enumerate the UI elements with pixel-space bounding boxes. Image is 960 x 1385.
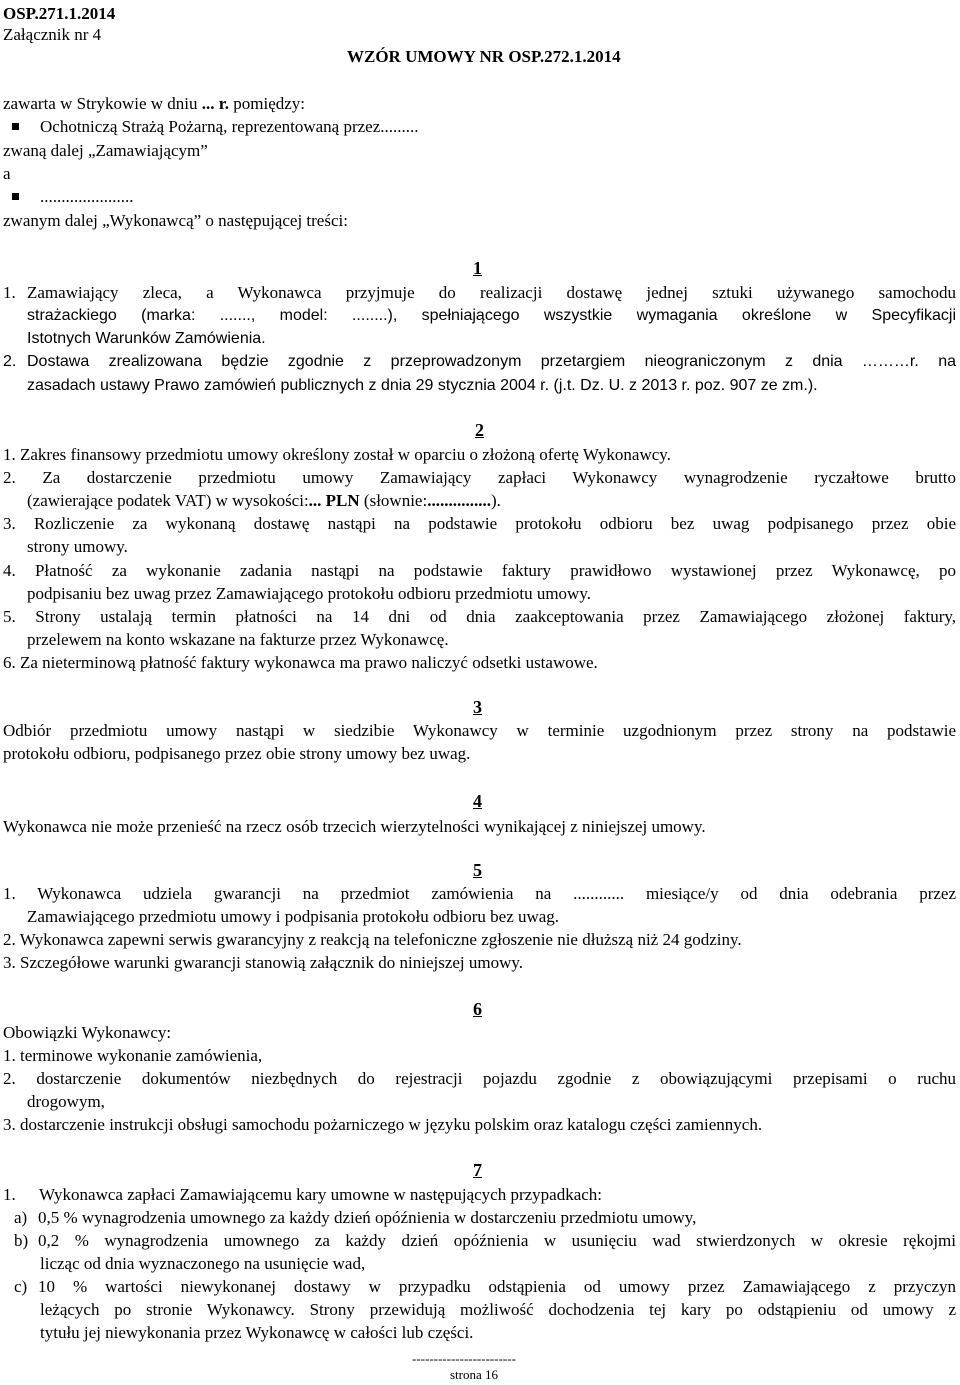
section-2-heading: 2 — [475, 420, 484, 440]
s2-item-1: 1. Zakres finansowy przedmiotu umowy określony został w oparciu o złożoną ofertę Wykonawcy. — [3, 445, 671, 464]
bullet-icon — [12, 193, 19, 200]
s7-item-1: 1. Wykonawca zapłaci Zamawiającemu kary umowne w następujących przypadkach: — [3, 1185, 603, 1204]
s6-item-1: 1. terminowe wykonanie zamówienia, — [3, 1046, 263, 1065]
s2-item-2-line-2: (zawierające podatek VAT) w wysokości:... PLN (słownie:...............). — [27, 491, 501, 510]
s4-line-1: Wykonawca nie może przenieść na rzecz osób trzecich wierzytelności wynikającej z niniejszej umowy. — [3, 817, 706, 836]
section-3-heading: 3 — [473, 697, 482, 717]
s1-item-1-line-3: Istotnych Warunków Zamówienia. — [27, 330, 266, 347]
s5-item-1-line-2: Zamawiającego przedmiotu umowy i podpisania protokołu odbioru bez uwag. — [27, 907, 560, 926]
intro-party-2: ...................... — [40, 187, 134, 206]
s1-item-1-line-2: strażackiego (marka: ......., model: ........), spełniającego wszystkie wymagania określone w Specyfikacji — [27, 307, 956, 324]
s7-item-c-line-2: leżących po stronie Wykonawcy. Strony przewidują możliwość dochodzenia tej kary po odstąpieniu od umowy z — [40, 1300, 956, 1319]
s2-item-5-line-2: przelewem na konto wskazane na fakturze przez Wykonawcę. — [27, 630, 449, 649]
document-title: WZÓR UMOWY NR OSP.272.1.2014 — [347, 47, 621, 66]
s6-item-3: 3. dostarczenie instrukcji obsługi samochodu pożarniczego w języku polskim oraz katalogu części zamiennych. — [3, 1115, 763, 1134]
s7-item-c-line-3: tytułu jej niewykonania przez Wykonawcę w całości lub części. — [40, 1323, 474, 1342]
s3-line-1: Odbiór przedmiotu umowy nastąpi w siedzibie Wykonawcy w terminie uzgodnionym przez strony na podstawie — [3, 721, 956, 740]
section-7-heading: 7 — [473, 1160, 482, 1180]
s2-item-5-line-1: 5. Strony ustalają termin płatności na 14 dni od dnia zaakceptowania przez Zamawiającego złożonej faktury, — [3, 607, 956, 626]
document-reference: OSP.271.1.2014 — [3, 4, 116, 23]
footer-divider: ------------------------ — [412, 1351, 516, 1366]
intro-line-4: a — [3, 164, 11, 183]
s6-item-2-line-1: 2. dostarczenie dokumentów niezbędnych do rejestracji pojazdu zgodnie z obowiązującymi przepisami o ruchu — [3, 1069, 956, 1088]
s1-item-2-line-2: zasadach ustawy Prawo zamówień publicznych z dnia 29 stycznia 2004 r. (j.t. Dz. U. z 2013 r. poz. 907 ze zm.). — [27, 377, 818, 394]
s7-item-b-line-2: licząc od dnia wyznaczonego na usunięcie wad, — [40, 1254, 366, 1273]
intro-line-1: zawarta w Strykowie w dniu ... r. pomiędzy: — [3, 94, 306, 113]
s1-item-1-line-1: 1. Zamawiający zleca, a Wykonawca przyjmuje do realizacji dostawę jednej sztuki używanego samochodu — [3, 283, 956, 302]
section-4-heading: 4 — [473, 791, 482, 811]
section-1-heading: 1 — [473, 258, 482, 278]
attachment-label: Załącznik nr 4 — [3, 25, 102, 44]
s7-item-c-line-1: c) 10 % wartości niewykonanej dostawy w przypadku odstąpienia od umowy przez Zamawiającego z przyczyn — [14, 1277, 956, 1296]
s3-line-2: protokołu odbioru, podpisanego przez obie strony umowy bez uwag. — [3, 744, 471, 763]
s2-item-2-line-1: 2. Za dostarczenie przedmiotu umowy Zamawiający zapłaci Wykonawcy wynagrodzenie ryczałtowe brutto — [3, 468, 956, 487]
bullet-icon — [12, 123, 19, 130]
s6-item-2-line-2: drogowym, — [27, 1092, 105, 1111]
intro-line-6: zwanym dalej „Wykonawcą” o następującej treści: — [3, 211, 348, 230]
intro-party-1: Ochotniczą Strażą Pożarną, reprezentowaną przez......... — [40, 117, 419, 136]
s5-item-2: 2. Wykonawca zapewni serwis gwarancyjny z reakcją na telefoniczne zgłoszenie nie dłuższą niż 24 godziny. — [3, 930, 742, 949]
s7-item-a: a) 0,5 % wynagrodzenia umownego za każdy dzień opóźnienia w dostarczeniu przedmiotu umowy, — [14, 1208, 697, 1227]
s2-item-4-line-2: podpisaniu bez uwag przez Zamawiającego protokołu odbioru przedmiotu umowy. — [27, 584, 591, 603]
s2-item-4-line-1: 4. Płatność za wykonanie zadania nastąpi na podstawie faktury prawidłowo wystawionej przez Wykonawcę, po — [3, 561, 956, 580]
s5-item-3: 3. Szczegółowe warunki gwarancji stanowią załącznik do niniejszej umowy. — [3, 953, 524, 972]
s2-item-6: 6. Za nieterminową płatność faktury wykonawca ma prawo naliczyć odsetki ustawowe. — [3, 653, 598, 672]
s5-item-1-line-1: 1. Wykonawca udziela gwarancji na przedmiot zamówienia na ............ miesiące/y od dnia odebrania przez — [3, 884, 956, 903]
page-number: strona 16 — [450, 1367, 499, 1382]
s6-intro: Obowiązki Wykonawcy: — [3, 1023, 172, 1042]
intro-line-3: zwaną dalej „Zamawiającym” — [3, 141, 208, 160]
s7-item-b-line-1: b) 0,2 % wynagrodzenia umownego za każdy dzień opóźnienia w usunięciu wad stwierdzonych w okresie rękojmi — [14, 1231, 956, 1250]
s2-item-3-line-2: strony umowy. — [27, 537, 128, 556]
section-6-heading: 6 — [473, 999, 482, 1019]
section-5-heading: 5 — [473, 860, 482, 880]
s2-item-3-line-1: 3. Rozliczenie za wykonaną dostawę nastąpi na podstawie protokołu odbioru bez uwag podpisanego przez obie — [3, 514, 956, 533]
s1-item-2-line-1: 2. Dostawa zrealizowana będzie zgodnie z przeprowadzonym przetargiem nieograniczonym z dnia ………r. na — [3, 353, 956, 370]
